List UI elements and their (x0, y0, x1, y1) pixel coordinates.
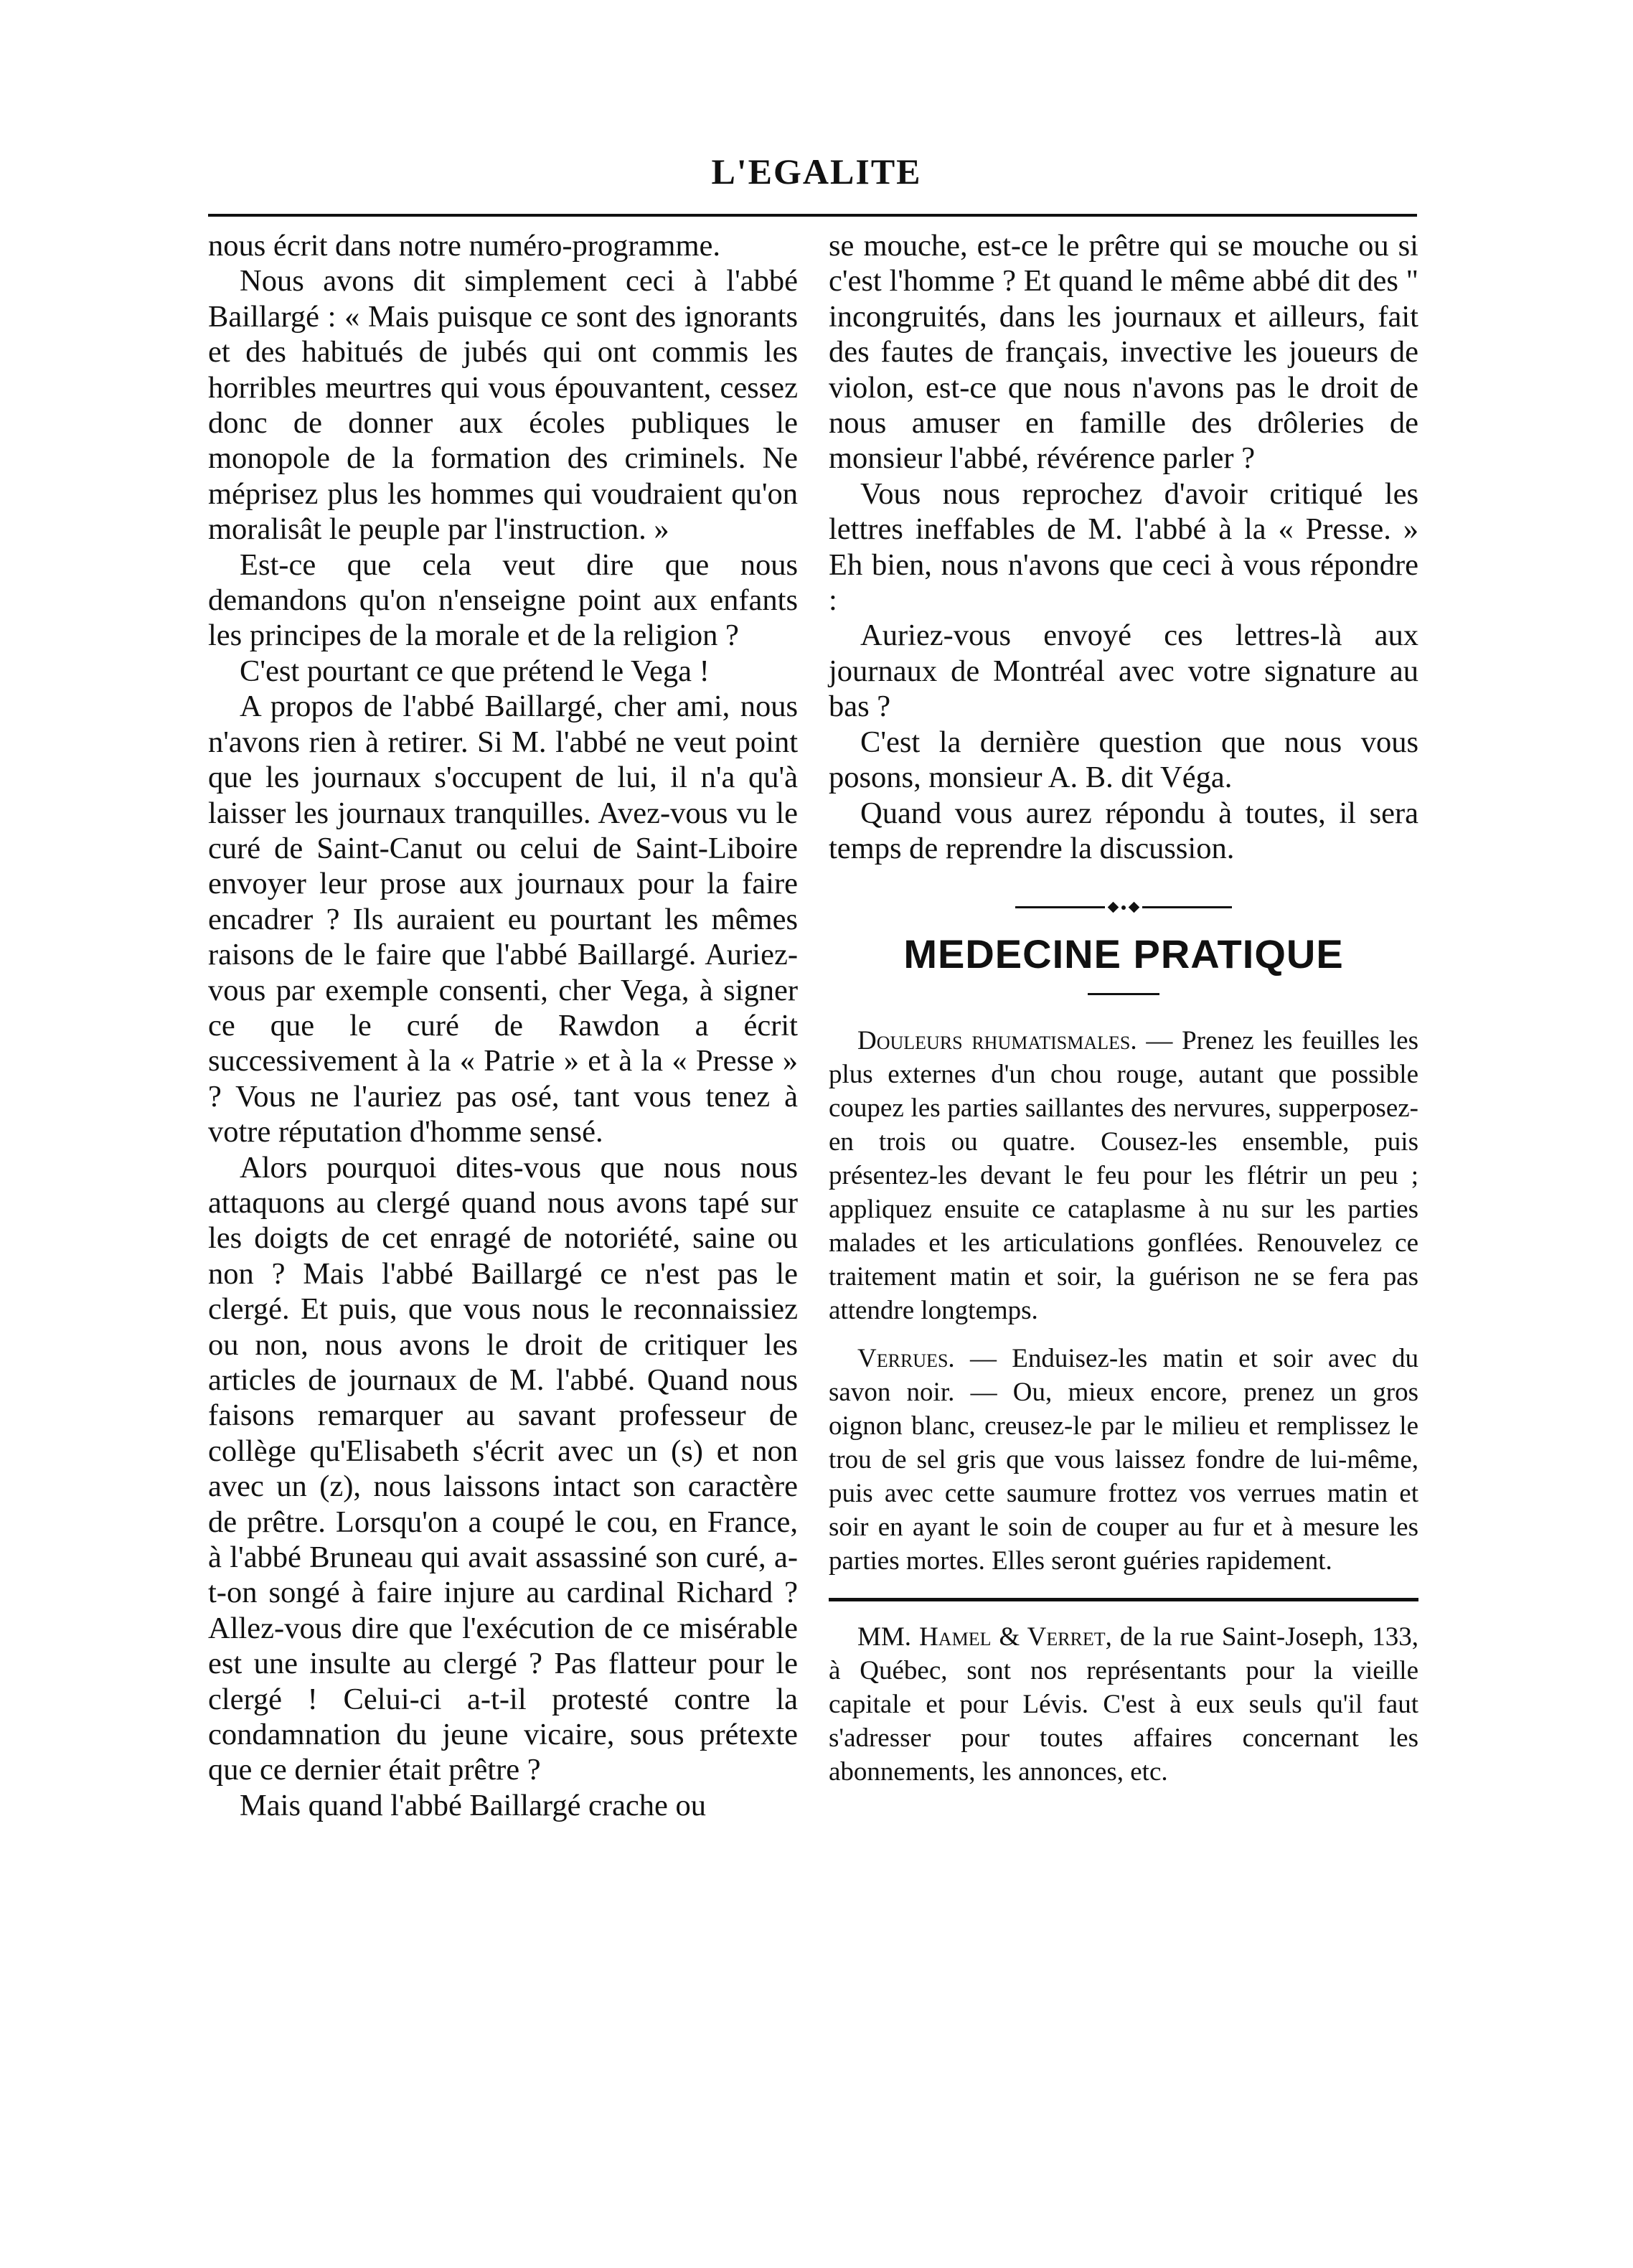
left-column (208, 228, 798, 1823)
paragraph: A propos de l'abbé Baillargé, cher ami, nous n'avons rien à retirer. Si M. l'abbé ne veut point que les journaux s'occupent de lui, il n'a qu'à laisser les journaux tranquilles. Avez-vous vu le curé de Saint-Canut ou celui de Saint-Liboire envoyer leur prose aux journaux pour la faire encadrer ? Ils auraient eu pourtant les mêmes raisons de le faire que l'abbé Baillargé. Auriez-vous par exemple consenti, cher Vega, à signer ce que le curé de Rawdon a écrit successivement à la « Patrie » et à la « Presse » ? Vous ne l'auriez pas osé, tant vous tenez à votre réputation d'homme sensé. (208, 690, 798, 1149)
paragraph: se mouche, est-ce le prêtre qui se mouche ou si c'est l'homme ? Et quand le même abbé dit des " incongruités, dans les journaux et ailleurs, fait des fautes de français, invective les joueurs de violon, est-ce que nous n'avons pas le droit de nous amuser en famille des drôleries de monsieur l'abbé, révérence parler ? (829, 229, 1418, 476)
section-heading: MEDECINE PRATIQUE (903, 931, 1344, 977)
paragraph: Quand vous aurez répondu à toutes, il sera temps de reprendre la discussion. (829, 796, 1418, 865)
paragraph: Mais quand l'abbé Baillargé crache ou (240, 1788, 707, 1822)
paragraph: Est-ce que cela veut dire que nous demandons qu'on n'enseigne point aux enfants les principes de la morale et de la religion ? (208, 547, 798, 653)
paragraph: Nous avons dit simplement ceci à l'abbé Baillargé : « Mais puisque ce sont des ignorants et des habitués de jubés qui ont commis les horribles meurtres qui vous épouvantent, cessez donc de donner aux écoles publiques le monopole de la formation des criminels. Ne méprisez plus les hommes qui voudraient qu'on moralisât le peuple par l'instruction. » (208, 264, 798, 547)
remedy-lead: Verrues. (857, 1344, 955, 1374)
paragraph: nous écrit dans notre numéro-programme. (208, 229, 721, 263)
remedy-item (829, 1024, 1418, 1327)
notice-prefix: MM. (857, 1622, 920, 1652)
remedy-lead: Douleurs rhumatismales. (857, 1026, 1137, 1056)
heading-underline (1088, 993, 1159, 995)
notice-rule (829, 1598, 1418, 1601)
paragraph: Auriez-vous envoyé ces lettres-là aux journaux de Montréal avec votre signature au bas ? (829, 618, 1418, 724)
notice-body: , de la rue Saint-Joseph, 133, à Québec, sont nos représentants pour la vieille capitale et pour Lévis. C'est à eux seuls qu'il faut s'adresser pour toutes affaires concernant les abonnements, les annonces, etc. (829, 1622, 1418, 1787)
paragraph: Alors pourquoi dites-vous que nous nous attaquons au clergé quand nous avons tapé sur les doigts de cet enragé de notoriété, saine ou non ? Mais l'abbé Baillargé ce n'est pas le clergé. Et puis, que vous nous le reconnaissiez ou non, nous avons le droit de critiquer les articles de journaux de M. l'abbé. Quand nous faisons remarquer au savant professeur de collège qu'Elisabeth s'écrit avec un (s) et non avec un (z), nous laissons intact son caractère de prêtre. Lorsqu'on a coupé le cou, en France, à l'abbé Bruneau qui avait assassiné son curé, a-t-on songé à faire injure au cardinal Richard ? Allez-vous dire que l'exécution de ce misérable est une insulte au clergé ? Pas flatteur pour le clergé ! Celui-ci a-t-il protesté contre la condamnation du jeune vicaire, sous prétexte que ce dernier était prêtre ? (208, 1150, 798, 1787)
paragraph: C'est pourtant ce que prétend le Vega ! (240, 654, 710, 688)
notice (829, 1620, 1418, 1789)
notice-names: Hamel & Verret (919, 1622, 1106, 1652)
paragraph: Vous nous reprochez d'avoir critiqué les lettres ineffables de M. l'abbé à la « Presse. » Eh bien, nous n'avons que ceci à vous répondre : (829, 476, 1418, 618)
remedy-text: — Prenez les feuilles les plus externes d'un chou rouge, autant que possible coupez les parties saillantes des nervures, supperposez-en trois ou quatre. Cousez-les ensemble, puis présentez-les devant le feu pour les flétrir un peu ; appliquez ensuite ce cataplasme à nu sur les parties malades et les articulations gonflées. Renouvelez ce traitement matin et soir, la guérison ne se fera pas attendre longtemps. (829, 1026, 1419, 1326)
paragraph: C'est la dernière question que nous vous posons, monsieur A. B. dit Véga. (829, 725, 1418, 795)
medicine-section (829, 1024, 1418, 1578)
right-column (829, 228, 1418, 1789)
header-rule (208, 214, 1417, 217)
newspaper-title: L'EGALITE (711, 151, 922, 192)
remedy-item (829, 1342, 1418, 1578)
section-divider-ornament (829, 903, 1418, 911)
notice-text (829, 1620, 1418, 1789)
remedy-text: — Enduisez-les matin et soir avec du savon noir. — Ou, mieux encore, prenez un gros oignon blanc, creusez-le par le milieu et remplissez le trou de sel gris que vous laissez fondre de lui-même, puis avec cette saumure frottez vos verrues matin et soir en ayant le soin de couper au fur et à mesure les parties mortes. Elles seront guéries rapidement. (829, 1344, 1418, 1576)
